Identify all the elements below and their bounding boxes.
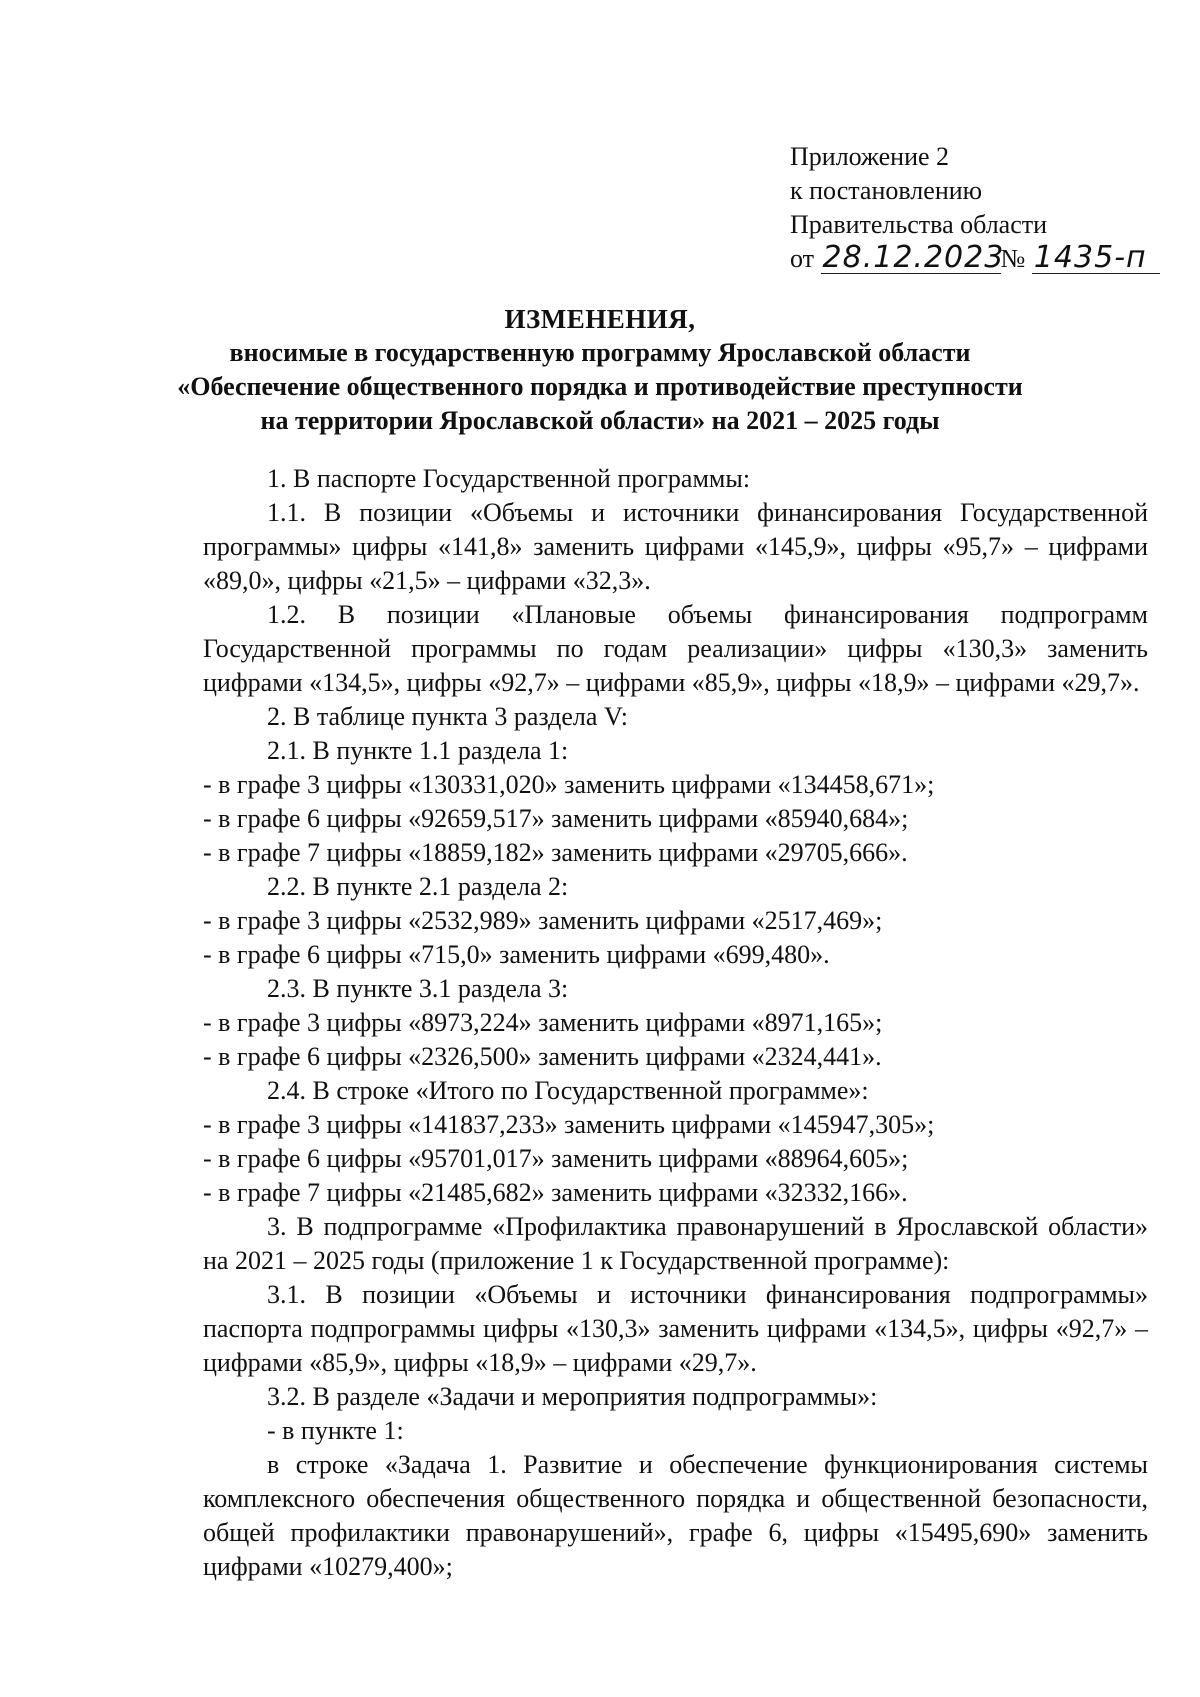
list-item: - в графе 6 цифры «715,0» заменить цифрами «699,480». [203, 940, 830, 969]
date-prefix: от [790, 244, 815, 273]
paragraph: 3. В подпрограмме «Профилактика правонарушений в Ярославской области» на 2021 – 2025 годы (приложение 1 к Государственной программе): [203, 1212, 1148, 1275]
list-item: - в пункте 1: [267, 1416, 404, 1445]
paragraph: в строке «Задача 1. Развитие и обеспечение функционирования системы комплексного обеспечения общественного порядка и общественной безопасности, общей профилактики правонарушений», графе 6, цифры «15495,690» заменить цифрами «10279,400»; [203, 1450, 1148, 1581]
list-item: - в графе 3 цифры «8973,224» заменить цифрами «8971,165»; [203, 1008, 883, 1037]
list-item: - в графе 3 цифры «130331,020» заменить цифрами «134458,671»; [203, 770, 935, 799]
paragraph: 1.2. В позиции «Плановые объемы финансирования подпрограмм Государственной программы по годам реализации» цифры «130,3» заменить цифрами «134,5», цифры «92,7» – цифрами «85,9», цифры «18,9» – цифрами «29,7». [203, 600, 1148, 697]
number-sign: № [1000, 244, 1026, 273]
list-item: - в графе 3 цифры «141837,233» заменить цифрами «145947,305»; [203, 1110, 935, 1139]
paragraph: 2.4. В строке «Итого по Государственной программе»: [267, 1076, 869, 1105]
list-item: - в графе 6 цифры «95701,017» заменить цифрами «88964,605»; [203, 1144, 909, 1173]
handwritten-number: 1435-п [1032, 243, 1160, 274]
document-body [203, 462, 1148, 1584]
list-item: - в графе 3 цифры «2532,989» заменить цифрами «2517,469»; [203, 906, 883, 935]
list-item: - в графе 7 цифры «21485,682» заменить цифрами «32332,166». [203, 1178, 908, 1207]
paragraph: 3.1. В позиции «Объемы и источники финансирования подпрограммы» паспорта подпрограммы цифры «130,3» заменить цифрами «134,5», цифры «92,7» – цифрами «85,9», цифры «18,9» – цифрами «29,7». [203, 1280, 1148, 1377]
title-line-3: на территории Ярославской области» на 2021 – 2025 годы [260, 406, 940, 435]
paragraph: 1. В паспорте Государственной программы: [267, 464, 751, 493]
appendix-line-1: Приложение 2 [790, 142, 950, 171]
paragraph: 2.2. В пункте 2.1 раздела 2: [267, 872, 569, 901]
title-line-1: вносимые в государственную программу Ярославской области [229, 338, 971, 367]
appendix-line-3: Правительства области [790, 210, 1048, 239]
title-line-2: «Обеспечение общественного порядка и противодействие преступности [177, 372, 1023, 401]
list-item: - в графе 7 цифры «18859,182» заменить цифрами «29705,666». [203, 838, 908, 867]
appendix-date-line [790, 242, 1150, 276]
handwritten-date: 28.12.2023 [822, 240, 1005, 275]
appendix-line-2: к постановлению [790, 176, 983, 205]
title-heading: ИЗМЕНЕНИЯ, [504, 304, 696, 334]
document-title [0, 302, 1200, 438]
list-item: - в графе 6 цифры «2326,500» заменить цифрами «2324,441». [203, 1042, 882, 1071]
appendix-block [790, 140, 1150, 276]
paragraph: 2.3. В пункте 3.1 раздела 3: [267, 974, 569, 1003]
paragraph: 2. В таблице пункта 3 раздела V: [267, 702, 629, 731]
paragraph: 2.1. В пункте 1.1 раздела 1: [267, 736, 569, 765]
paragraph: 1.1. В позиции «Объемы и источники финансирования Государственной программы» цифры «141,8» заменить цифрами «145,9», цифры «95,7» – цифрами «89,0», цифры «21,5» – цифрами «32,3». [203, 498, 1148, 595]
list-item: - в графе 6 цифры «92659,517» заменить цифрами «85940,684»; [203, 804, 909, 833]
paragraph: 3.2. В разделе «Задачи и мероприятия подпрограммы»: [267, 1382, 878, 1411]
